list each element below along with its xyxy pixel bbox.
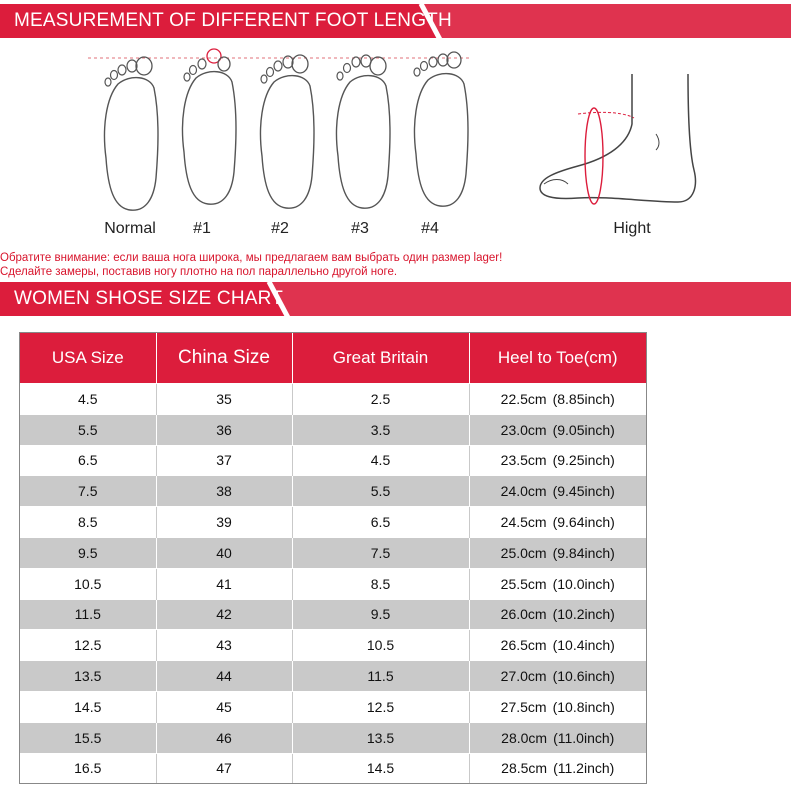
- note-measure-instructions: Сделайте замеры, поставив ногу плотно на пол параллельно другой ноге.: [0, 266, 398, 278]
- cell-great-britain: 11.5: [292, 661, 469, 692]
- foot-label-3: #3: [351, 220, 369, 237]
- heel-to-toe-cm: 22.5cm: [500, 390, 547, 407]
- cell-china-size: 47: [156, 753, 292, 783]
- cell-usa-size: 10.5: [20, 568, 156, 599]
- cell-great-britain: 7.5: [292, 537, 469, 568]
- cell-heel-to-toe: [469, 753, 646, 783]
- heel-to-toe-inch: (9.64inch): [552, 514, 615, 531]
- foot-outline-icon: [414, 52, 468, 206]
- cell-china-size: 36: [156, 414, 292, 445]
- heel-to-toe-inch: (10.2inch): [552, 606, 615, 623]
- heel-to-toe-inch: (10.6inch): [552, 668, 615, 685]
- size-rows: [20, 384, 646, 784]
- cell-china-size: 40: [156, 537, 292, 568]
- heel-to-toe-inch: (9.05inch): [552, 421, 615, 438]
- cell-china-size: 37: [156, 445, 292, 476]
- cell-heel-to-toe: [469, 507, 646, 538]
- cell-heel-to-toe: [469, 599, 646, 630]
- heel-to-toe-inch: (9.25inch): [552, 452, 615, 469]
- cell-usa-size: 16.5: [20, 753, 156, 783]
- table-row: [20, 568, 646, 599]
- cell-china-size: 42: [156, 599, 292, 630]
- cell-usa-size: 12.5: [20, 630, 156, 661]
- foot-outline-icon: [183, 49, 237, 204]
- foot-label-4: #4: [421, 220, 439, 237]
- heel-to-toe-cm: 26.0cm: [500, 606, 547, 623]
- heel-to-toe-cm: 24.0cm: [500, 483, 547, 500]
- size-chart-table: [19, 332, 647, 784]
- measurement-banner-title: MEASUREMENT OF DIFFERENT FOOT LENGTH: [14, 10, 452, 31]
- heel-to-toe-inch: (11.2inch): [553, 760, 615, 777]
- table-row: [20, 691, 646, 722]
- cell-great-britain: 4.5: [292, 445, 469, 476]
- cell-great-britain: 13.5: [292, 722, 469, 753]
- foot-outline-icon: [337, 55, 391, 208]
- cell-usa-size: 14.5: [20, 691, 156, 722]
- size-chart-banner-title: WOMEN SHOSE SIZE CHART: [14, 288, 284, 309]
- header-heel-to-toe: Heel to Toe(cm): [469, 333, 646, 384]
- cell-china-size: 43: [156, 630, 292, 661]
- cell-china-size: 41: [156, 568, 292, 599]
- heel-to-toe-cm: 23.0cm: [500, 421, 547, 438]
- measurement-banner: [0, 4, 791, 38]
- cell-great-britain: 14.5: [292, 753, 469, 783]
- table-row: [20, 753, 646, 783]
- heel-to-toe-inch: (11.0inch): [553, 729, 615, 746]
- heel-to-toe-cm: 28.0cm: [501, 729, 548, 746]
- table-row: [20, 630, 646, 661]
- header-usa-size: USA Size: [20, 333, 156, 384]
- foot-label-1: #1: [193, 220, 211, 237]
- cell-usa-size: 4.5: [20, 384, 156, 415]
- heel-to-toe-inch: (9.84inch): [552, 544, 615, 561]
- cell-great-britain: 9.5: [292, 599, 469, 630]
- cell-heel-to-toe: [469, 661, 646, 692]
- foot-side-view-icon: [540, 74, 695, 204]
- heel-to-toe-cm: 27.0cm: [500, 668, 547, 685]
- table-row: [20, 661, 646, 692]
- size-chart-banner: [0, 282, 791, 316]
- cell-usa-size: 13.5: [20, 661, 156, 692]
- table-row: [20, 476, 646, 507]
- cell-heel-to-toe: [469, 630, 646, 661]
- cell-heel-to-toe: [469, 691, 646, 722]
- header-china-size: China Size: [156, 333, 292, 384]
- cell-usa-size: 11.5: [20, 599, 156, 630]
- table-row: [20, 507, 646, 538]
- heel-to-toe-cm: 26.5cm: [500, 637, 547, 654]
- cell-great-britain: 2.5: [292, 384, 469, 415]
- cell-great-britain: 6.5: [292, 507, 469, 538]
- foot-drawings: [0, 44, 791, 214]
- foot-label-2: #2: [271, 220, 289, 237]
- foot-illustrations: [0, 44, 791, 244]
- cell-china-size: 39: [156, 507, 292, 538]
- cell-great-britain: 8.5: [292, 568, 469, 599]
- cell-heel-to-toe: [469, 445, 646, 476]
- note-wide-foot: Обратите внимание: если ваша нога широка, мы предлагаем вам выбрать один размер lager!: [0, 252, 503, 264]
- foot-outline-icon: [105, 57, 159, 210]
- cell-china-size: 45: [156, 691, 292, 722]
- table-row: [20, 445, 646, 476]
- cell-usa-size: 6.5: [20, 445, 156, 476]
- cell-usa-size: 8.5: [20, 507, 156, 538]
- side-view-label: Hight: [613, 220, 651, 237]
- cell-china-size: 46: [156, 722, 292, 753]
- heel-to-toe-inch: (10.8inch): [552, 698, 615, 715]
- cell-usa-size: 7.5: [20, 476, 156, 507]
- table-row: [20, 414, 646, 445]
- cell-heel-to-toe: [469, 476, 646, 507]
- cell-usa-size: 15.5: [20, 722, 156, 753]
- heel-to-toe-cm: 24.5cm: [500, 514, 547, 531]
- cell-usa-size: 9.5: [20, 537, 156, 568]
- heel-to-toe-cm: 23.5cm: [500, 452, 547, 469]
- table-row: [20, 599, 646, 630]
- foot-label-normal: Normal: [104, 220, 156, 237]
- heel-to-toe-cm: 27.5cm: [500, 698, 547, 715]
- cell-heel-to-toe: [469, 384, 646, 415]
- heel-to-toe-inch: (10.0inch): [552, 575, 615, 592]
- heel-to-toe-inch: (10.4inch): [552, 637, 615, 654]
- cell-china-size: 44: [156, 661, 292, 692]
- cell-heel-to-toe: [469, 722, 646, 753]
- cell-great-britain: 10.5: [292, 630, 469, 661]
- table-row: [20, 537, 646, 568]
- header-great-britain: Great Britain: [292, 333, 469, 384]
- cell-great-britain: 5.5: [292, 476, 469, 507]
- table-row: [20, 722, 646, 753]
- cell-heel-to-toe: [469, 568, 646, 599]
- heel-to-toe-cm: 25.0cm: [500, 544, 547, 561]
- heel-to-toe-inch: (9.45inch): [552, 483, 615, 500]
- foot-outline-icon: [261, 55, 315, 208]
- heel-to-toe-cm: 25.5cm: [500, 575, 547, 592]
- table-header-row: [20, 333, 646, 384]
- cell-china-size: 35: [156, 384, 292, 415]
- heel-to-toe-cm: 28.5cm: [501, 760, 548, 777]
- cell-china-size: 38: [156, 476, 292, 507]
- cell-great-britain: 3.5: [292, 414, 469, 445]
- cell-great-britain: 12.5: [292, 691, 469, 722]
- table-row: [20, 384, 646, 415]
- cell-usa-size: 5.5: [20, 414, 156, 445]
- cell-heel-to-toe: [469, 537, 646, 568]
- cell-heel-to-toe: [469, 414, 646, 445]
- heel-to-toe-inch: (8.85inch): [552, 390, 615, 407]
